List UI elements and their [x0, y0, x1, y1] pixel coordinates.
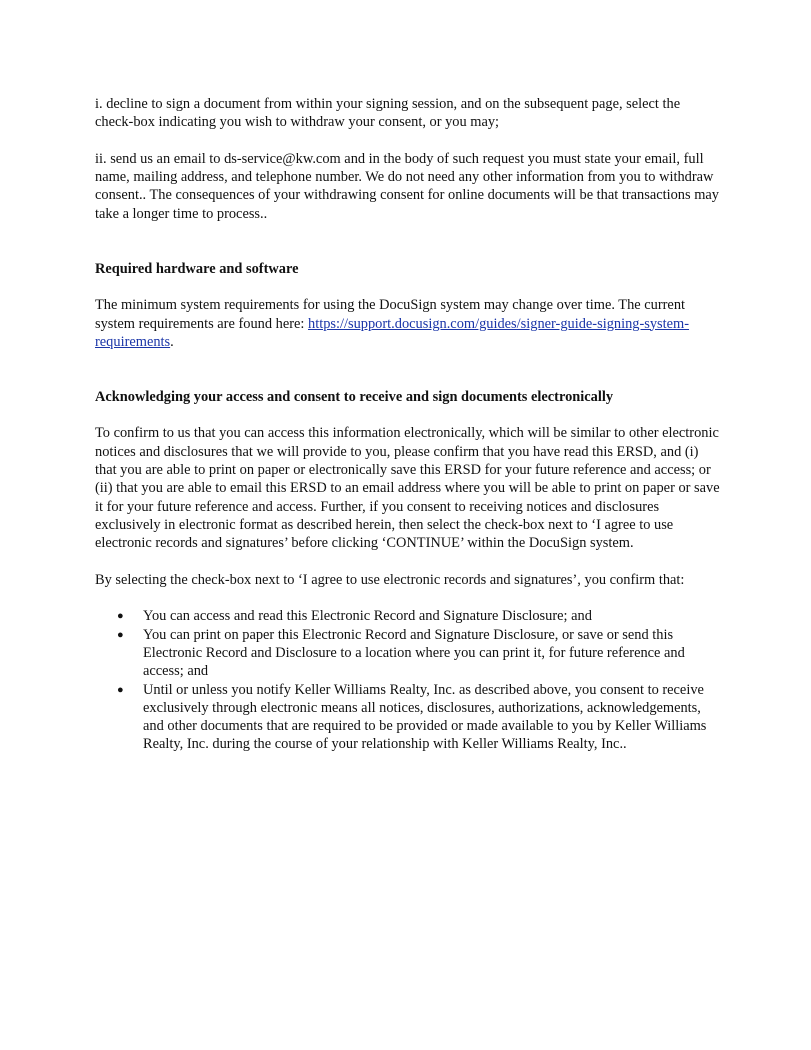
list-item — [95, 607, 720, 625]
spacer — [95, 132, 720, 150]
hardware-text-end: . — [170, 333, 174, 350]
hardware-heading: Required hardware and software — [95, 260, 299, 277]
hardware-text: The minimum system requirements for using the DocuSign system may change over time. The current system requirements are found here: — [95, 297, 686, 332]
list-item-text: You can print on paper this Electronic Record and Signature Disclosure, or save or send this Electronic Record and Disclosure to a location where you can print it, for future reference and access; and — [143, 626, 685, 680]
spacer — [95, 278, 720, 296]
system-requirements-link[interactable]: https://support.docusign.com/guides/signer-guide-signing-system-requirements — [95, 315, 690, 350]
withdraw-option-i: i. decline to sign a document from within your signing session, and on the subsequent page, select the check-box indicating you wish to withdraw your consent, or you may; — [95, 96, 681, 131]
confirmation-list — [95, 607, 720, 753]
document-page — [95, 95, 720, 754]
list-item-text: Until or unless you notify Keller Williams Realty, Inc. as described above, you consent to receive exclusively through electronic means all notices, disclosures, authorizations, acknowledgements, and other documents that are required to be provided or made available to you by Keller Williams Realty, Inc. during the course of your relationship with Keller Williams Realty, Inc.. — [143, 681, 707, 753]
spacer — [95, 552, 720, 570]
confirm-intro: By selecting the check-box next to ‘I agree to use electronic records and signatures’, you confirm that: — [95, 571, 685, 588]
spacer — [95, 589, 720, 607]
spacer — [95, 223, 720, 260]
acknowledge-heading: Acknowledging your access and consent to receive and sign documents electronically — [95, 388, 614, 405]
withdraw-option-ii: ii. send us an email to ds-service@kw.com and in the body of such request you must state your email, full name, mailing address, and telephone number. We do not need any other information from you to withdraw consent.. The consequences of your withdrawing consent for online documents will be that transactions may take a longer time to process.. — [95, 150, 719, 222]
bullet-icon: ● — [117, 683, 124, 696]
spacer — [95, 351, 720, 388]
acknowledge-paragraph: To confirm to us that you can access this information electronically, which will be similar to other electronic notices and disclosures that we will provide to you, please confirm that you have read this ERSD, and (i) that you are able to print on paper or electronically save this ERSD for your future reference and access; or (ii) that you are able to email this ERSD to an email address where you will be able to print on paper or save it for your future reference and access. Further, if you consent to receiving notices and disclosures exclusively in electronic format as described herein, then select the check-box next to ‘I agree to use electronic records and signatures’ before clicking ‘CONTINUE’ within the DocuSign system. — [95, 425, 720, 552]
list-item — [95, 626, 720, 681]
list-item-text: You can access and read this Electronic Record and Signature Disclosure; and — [143, 608, 592, 625]
list-item — [95, 681, 720, 754]
bullet-icon: ● — [117, 610, 124, 623]
hardware-paragraph — [95, 296, 720, 351]
spacer — [95, 406, 720, 424]
bullet-icon: ● — [117, 628, 124, 641]
